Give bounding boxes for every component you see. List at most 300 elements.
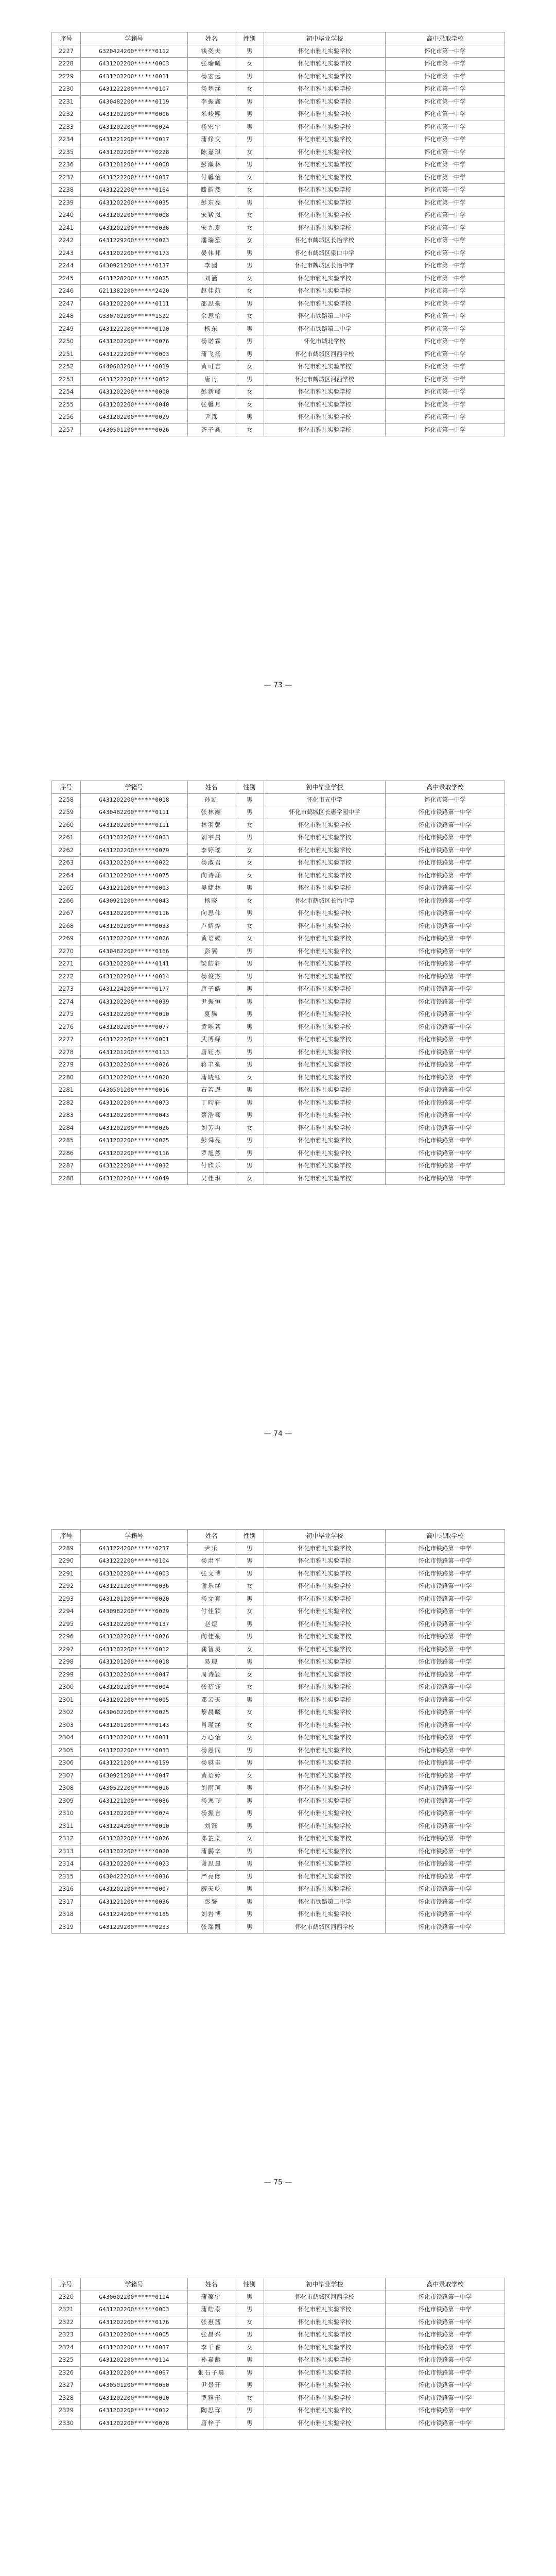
table-row bbox=[52, 184, 505, 197]
cell-name: 刘涵 bbox=[188, 272, 235, 285]
table-row bbox=[52, 1008, 505, 1021]
cell-exam-no: G431202200******0005 bbox=[81, 1693, 188, 1706]
cell-name: 刘芳冉 bbox=[188, 1122, 235, 1134]
cell-sex: 女 bbox=[235, 146, 264, 159]
cell-name: 肖瑾涵 bbox=[188, 1719, 235, 1732]
cell-middle-school: 怀化市雅礼实验学校 bbox=[264, 45, 386, 58]
cell-middle-school: 怀化市雅礼实验学校 bbox=[264, 882, 386, 895]
cell-seq: 2245 bbox=[52, 272, 81, 285]
cell-middle-school: 怀化市雅礼实验学校 bbox=[264, 1096, 386, 1109]
cell-sex: 男 bbox=[235, 1757, 264, 1770]
cell-exam-no: G431201200******0008 bbox=[81, 159, 188, 172]
cell-sex: 男 bbox=[235, 1109, 264, 1122]
cell-name: 孙凯 bbox=[188, 793, 235, 806]
cell-middle-school: 怀化市雅礼实验学校 bbox=[264, 1631, 386, 1643]
cell-name: 蒲葆宇 bbox=[188, 2291, 235, 2303]
cell-name: 张蓓钰 bbox=[188, 1681, 235, 1694]
cell-middle-school: 怀化市鹤城区河西学校 bbox=[264, 1921, 386, 1934]
cell-exam-no: G431202200******0003 bbox=[81, 58, 188, 71]
cell-high-school: 怀化市铁路第一中学 bbox=[386, 1008, 505, 1021]
cell-high-school: 怀化市铁路第一中学 bbox=[386, 1160, 505, 1173]
column-header-high-school: 高中录取学校 bbox=[386, 781, 505, 794]
cell-seq: 2248 bbox=[52, 310, 81, 323]
cell-high-school: 怀化市第一中学 bbox=[386, 209, 505, 222]
cell-high-school: 怀化市铁路第一中学 bbox=[386, 1580, 505, 1593]
cell-high-school: 怀化市第一中学 bbox=[386, 108, 505, 121]
table-row bbox=[52, 1147, 505, 1160]
table-row bbox=[52, 1782, 505, 1795]
table-row bbox=[52, 1883, 505, 1896]
cell-exam-no: G431202200******0116 bbox=[81, 907, 188, 920]
cell-middle-school: 怀化市雅礼实验学校 bbox=[264, 184, 386, 197]
cell-high-school: 怀化市铁路第一中学 bbox=[386, 933, 505, 945]
cell-sex: 女 bbox=[235, 310, 264, 323]
column-header-exam-no: 学籍号 bbox=[81, 32, 188, 45]
table-row bbox=[52, 1096, 505, 1109]
cell-sex: 男 bbox=[235, 1021, 264, 1033]
cell-middle-school: 怀化市雅礼实验学校 bbox=[264, 171, 386, 184]
cell-high-school: 怀化市铁路第一中学 bbox=[386, 1732, 505, 1744]
cell-name: 谢乐涵 bbox=[188, 1580, 235, 1593]
cell-sex: 女 bbox=[235, 171, 264, 184]
cell-seq: 2288 bbox=[52, 1172, 81, 1185]
table-row bbox=[52, 1542, 505, 1555]
cell-exam-no: G431202200******0020 bbox=[81, 1845, 188, 1858]
cell-name: 尹景开 bbox=[188, 2379, 235, 2392]
cell-seq: 2238 bbox=[52, 184, 81, 197]
cell-sex: 男 bbox=[235, 1656, 264, 1669]
cell-sex: 男 bbox=[235, 260, 264, 273]
table-row bbox=[52, 1719, 505, 1732]
cell-high-school: 怀化市第一中学 bbox=[386, 95, 505, 108]
cell-high-school: 怀化市铁路第一中学 bbox=[386, 945, 505, 958]
cell-sex: 女 bbox=[235, 1769, 264, 1782]
table-row bbox=[52, 933, 505, 945]
cell-exam-no: G431202200******0035 bbox=[81, 196, 188, 209]
cell-name: 张惠茜 bbox=[188, 2316, 235, 2329]
cell-name: 武博绎 bbox=[188, 1033, 235, 1046]
cell-middle-school: 怀化市雅礼实验学校 bbox=[264, 2341, 386, 2354]
cell-name: 宋九夏 bbox=[188, 222, 235, 234]
table-row bbox=[52, 1033, 505, 1046]
column-header-exam-no: 学籍号 bbox=[81, 1530, 188, 1543]
cell-name: 杨东 bbox=[188, 323, 235, 335]
cell-name: 万心怡 bbox=[188, 1732, 235, 1744]
cell-exam-no: G431202200******0024 bbox=[81, 121, 188, 133]
cell-middle-school: 怀化市雅礼实验学校 bbox=[264, 285, 386, 298]
table-row bbox=[52, 2341, 505, 2354]
column-header-high-school: 高中录取学校 bbox=[386, 2278, 505, 2291]
cell-exam-no: G431202200******0073 bbox=[81, 1096, 188, 1109]
cell-seq: 2329 bbox=[52, 2404, 81, 2417]
cell-seq: 2307 bbox=[52, 1769, 81, 1782]
cell-name: 蒲飞扬 bbox=[188, 348, 235, 361]
cell-middle-school: 怀化市雅礼实验学校 bbox=[264, 1732, 386, 1744]
cell-sex: 男 bbox=[235, 1096, 264, 1109]
cell-sex: 女 bbox=[235, 1668, 264, 1681]
cell-name: 黄语嫣 bbox=[188, 933, 235, 945]
cell-name: 严亮熙 bbox=[188, 1870, 235, 1883]
cell-exam-no: G431221200******0086 bbox=[81, 1794, 188, 1807]
cell-sex: 女 bbox=[235, 2341, 264, 2354]
cell-high-school: 怀化市第一中学 bbox=[386, 83, 505, 96]
cell-high-school: 怀化市铁路第一中学 bbox=[386, 1059, 505, 1072]
cell-sex: 女 bbox=[235, 1580, 264, 1593]
cell-high-school: 怀化市铁路第一中学 bbox=[386, 1605, 505, 1618]
table-row bbox=[52, 2316, 505, 2329]
cell-high-school: 怀化市铁路第一中学 bbox=[386, 1618, 505, 1631]
table-row bbox=[52, 806, 505, 819]
cell-seq: 2291 bbox=[52, 1567, 81, 1580]
cell-exam-no: G431222200******0003 bbox=[81, 348, 188, 361]
cell-name: 黎晨曦 bbox=[188, 1706, 235, 1719]
cell-sex: 男 bbox=[235, 1008, 264, 1021]
table-row bbox=[52, 335, 505, 348]
cell-sex: 男 bbox=[235, 70, 264, 83]
cell-seq: 2260 bbox=[52, 819, 81, 832]
cell-middle-school: 怀化市雅礼实验学校 bbox=[264, 1769, 386, 1782]
table-row bbox=[52, 1172, 505, 1185]
table-row bbox=[52, 1845, 505, 1858]
table-row bbox=[52, 1908, 505, 1921]
cell-seq: 2324 bbox=[52, 2341, 81, 2354]
cell-seq: 2287 bbox=[52, 1160, 81, 1173]
cell-seq: 2253 bbox=[52, 373, 81, 386]
table-header-row bbox=[52, 2278, 505, 2291]
cell-middle-school: 怀化市雅礼实验学校 bbox=[264, 196, 386, 209]
table-row bbox=[52, 108, 505, 121]
cell-sex: 女 bbox=[235, 869, 264, 882]
cell-high-school: 怀化市铁路第一中学 bbox=[386, 1681, 505, 1694]
admission-table bbox=[51, 2278, 505, 2430]
cell-exam-no: G431201200******0018 bbox=[81, 1656, 188, 1669]
cell-name: 尹振恒 bbox=[188, 995, 235, 1008]
cell-exam-no: G430501200******0016 bbox=[81, 1084, 188, 1097]
cell-seq: 2264 bbox=[52, 869, 81, 882]
cell-middle-school: 怀化市雅礼实验学校 bbox=[264, 844, 386, 857]
table-row bbox=[52, 1071, 505, 1084]
cell-sex: 男 bbox=[235, 133, 264, 146]
cell-name: 张瑞曦 bbox=[188, 58, 235, 71]
cell-middle-school: 怀化市鹤城区长怡学校 bbox=[264, 234, 386, 247]
cell-sex: 男 bbox=[235, 196, 264, 209]
cell-name: 廖天屹 bbox=[188, 1883, 235, 1896]
cell-exam-no: G431221200******0036 bbox=[81, 1580, 188, 1593]
cell-exam-no: G330702200******1522 bbox=[81, 310, 188, 323]
table-row bbox=[52, 348, 505, 361]
table-row bbox=[52, 1757, 505, 1770]
cell-exam-no: G431202200******0078 bbox=[81, 2417, 188, 2430]
cell-name: 唐钰杰 bbox=[188, 1046, 235, 1059]
cell-middle-school: 怀化市鹤城区长怡中学 bbox=[264, 894, 386, 907]
cell-exam-no: G430422200******0036 bbox=[81, 1870, 188, 1883]
cell-exam-no: G431202200******0011 bbox=[81, 70, 188, 83]
cell-seq: 2261 bbox=[52, 832, 81, 844]
table-row bbox=[52, 1643, 505, 1656]
cell-exam-no: G431202200******0007 bbox=[81, 1883, 188, 1896]
cell-high-school: 怀化市第一中学 bbox=[386, 58, 505, 71]
cell-seq: 2258 bbox=[52, 793, 81, 806]
cell-high-school: 怀化市铁路第一中学 bbox=[386, 1895, 505, 1908]
cell-name: 刘雨珂 bbox=[188, 1782, 235, 1795]
cell-sex: 男 bbox=[235, 1160, 264, 1173]
cell-name: 杨宏远 bbox=[188, 70, 235, 83]
cell-name: 彭新峰 bbox=[188, 386, 235, 399]
cell-middle-school: 怀化市雅礼实验学校 bbox=[264, 1757, 386, 1770]
cell-name: 蒲晓钰 bbox=[188, 1071, 235, 1084]
table-row bbox=[52, 272, 505, 285]
cell-sex: 女 bbox=[235, 1706, 264, 1719]
cell-high-school: 怀化市铁路第一中学 bbox=[386, 920, 505, 933]
table-row bbox=[52, 832, 505, 844]
cell-middle-school: 怀化市雅礼实验学校 bbox=[264, 1833, 386, 1845]
cell-high-school: 怀化市第一中学 bbox=[386, 323, 505, 335]
cell-middle-school: 怀化市雅礼实验学校 bbox=[264, 1908, 386, 1921]
table-row bbox=[52, 1794, 505, 1807]
cell-middle-school: 怀化市雅礼实验学校 bbox=[264, 146, 386, 159]
cell-name: 张石子晨 bbox=[188, 2366, 235, 2379]
table-row bbox=[52, 1021, 505, 1033]
cell-middle-school: 怀化市铁路第二中学 bbox=[264, 310, 386, 323]
cell-middle-school: 怀化市鹤城区河西学校 bbox=[264, 2291, 386, 2303]
cell-seq: 2236 bbox=[52, 159, 81, 172]
cell-sex: 男 bbox=[235, 1807, 264, 1820]
table-row bbox=[52, 857, 505, 870]
cell-seq: 2295 bbox=[52, 1618, 81, 1631]
cell-name: 杨诺霖 bbox=[188, 335, 235, 348]
cell-seq: 2286 bbox=[52, 1147, 81, 1160]
cell-exam-no: G431202200******0047 bbox=[81, 1668, 188, 1681]
cell-high-school: 怀化市第一中学 bbox=[386, 423, 505, 436]
cell-sex: 男 bbox=[235, 348, 264, 361]
cell-seq: 2310 bbox=[52, 1807, 81, 1820]
cell-middle-school: 怀化市雅礼实验学校 bbox=[264, 1008, 386, 1021]
cell-high-school: 怀化市铁路第一中学 bbox=[386, 1172, 505, 1185]
cell-seq: 2316 bbox=[52, 1883, 81, 1896]
cell-sex: 男 bbox=[235, 1870, 264, 1883]
cell-seq: 2273 bbox=[52, 983, 81, 996]
table-row bbox=[52, 2417, 505, 2430]
cell-exam-no: G431202200******0003 bbox=[81, 1567, 188, 1580]
cell-name: 彭东亮 bbox=[188, 196, 235, 209]
cell-seq: 2229 bbox=[52, 70, 81, 83]
cell-exam-no: G431202200******0049 bbox=[81, 1172, 188, 1185]
cell-middle-school: 怀化市雅礼实验学校 bbox=[264, 1870, 386, 1883]
cell-name: 谢思晨 bbox=[188, 1858, 235, 1871]
cell-seq: 2254 bbox=[52, 386, 81, 399]
cell-middle-school: 怀化市铁路第二中学 bbox=[264, 323, 386, 335]
table-row bbox=[52, 1580, 505, 1593]
cell-high-school: 怀化市铁路第一中学 bbox=[386, 1833, 505, 1845]
cell-name: 罗雅彤 bbox=[188, 2392, 235, 2404]
cell-exam-no: G431202200******0111 bbox=[81, 819, 188, 832]
page-number: — 74 — bbox=[264, 1430, 292, 1438]
cell-seq: 2284 bbox=[52, 1122, 81, 1134]
cell-middle-school: 怀化市雅礼实验学校 bbox=[264, 920, 386, 933]
cell-sex: 男 bbox=[235, 958, 264, 971]
cell-middle-school: 怀化市雅礼实验学校 bbox=[264, 1071, 386, 1084]
cell-sex: 女 bbox=[235, 844, 264, 857]
cell-exam-no: G431202200******0076 bbox=[81, 335, 188, 348]
cell-name: 向佳豪 bbox=[188, 1631, 235, 1643]
cell-sex: 女 bbox=[235, 1643, 264, 1656]
cell-sex: 男 bbox=[235, 1084, 264, 1097]
cell-exam-no: G431202200******0006 bbox=[81, 108, 188, 121]
table-row bbox=[52, 146, 505, 159]
cell-sex: 男 bbox=[235, 45, 264, 58]
cell-middle-school: 怀化市铁路第二中学 bbox=[264, 1895, 386, 1908]
cell-high-school: 怀化市铁路第一中学 bbox=[386, 1542, 505, 1555]
column-header-seq: 序号 bbox=[52, 781, 81, 794]
cell-sex: 男 bbox=[235, 335, 264, 348]
cell-name: 易瑰 bbox=[188, 1656, 235, 1669]
cell-middle-school: 怀化市鹤城区长怡中学 bbox=[264, 260, 386, 273]
column-header-sex: 性别 bbox=[235, 32, 264, 45]
document-page bbox=[0, 749, 556, 1497]
cell-seq: 2328 bbox=[52, 2392, 81, 2404]
cell-middle-school: 怀化市雅礼实验学校 bbox=[264, 121, 386, 133]
table-row bbox=[52, 819, 505, 832]
cell-name: 丁昀轩 bbox=[188, 1096, 235, 1109]
table-row bbox=[52, 1109, 505, 1122]
table-row bbox=[52, 2379, 505, 2392]
cell-seq: 2274 bbox=[52, 995, 81, 1008]
cell-name: 黄语婷 bbox=[188, 1769, 235, 1782]
cell-seq: 2290 bbox=[52, 1555, 81, 1568]
cell-sex: 男 bbox=[235, 983, 264, 996]
cell-seq: 2301 bbox=[52, 1693, 81, 1706]
cell-exam-no: G431202200******0031 bbox=[81, 1732, 188, 1744]
cell-sex: 男 bbox=[235, 2291, 264, 2303]
table-row bbox=[52, 58, 505, 71]
cell-name: 向思伟 bbox=[188, 907, 235, 920]
page-number: — 73 — bbox=[264, 681, 292, 689]
cell-exam-no: G431202200******0023 bbox=[81, 1858, 188, 1871]
cell-name: 刘宇晨 bbox=[188, 832, 235, 844]
table-row bbox=[52, 159, 505, 172]
cell-exam-no: G431202200******0111 bbox=[81, 297, 188, 310]
cell-name: 蔡浩骞 bbox=[188, 1109, 235, 1122]
cell-name: 邓芷柔 bbox=[188, 1833, 235, 1845]
cell-sex: 女 bbox=[235, 1122, 264, 1134]
cell-middle-school: 怀化市雅礼实验学校 bbox=[264, 857, 386, 870]
cell-high-school: 怀化市铁路第一中学 bbox=[386, 1122, 505, 1134]
cell-high-school: 怀化市铁路第一中学 bbox=[386, 2366, 505, 2379]
cell-high-school: 怀化市铁路第一中学 bbox=[386, 1870, 505, 1883]
cell-seq: 2300 bbox=[52, 1681, 81, 1694]
cell-exam-no: G430522200******0016 bbox=[81, 1782, 188, 1795]
cell-seq: 2246 bbox=[52, 285, 81, 298]
cell-middle-school: 怀化市雅礼实验学校 bbox=[264, 970, 386, 983]
table-row bbox=[52, 411, 505, 424]
cell-exam-no: G431202200******0003 bbox=[81, 2303, 188, 2316]
cell-name: 罗旭然 bbox=[188, 1147, 235, 1160]
cell-high-school: 怀化市铁路第一中学 bbox=[386, 1858, 505, 1871]
cell-sex: 男 bbox=[235, 882, 264, 895]
cell-high-school: 怀化市铁路第一中学 bbox=[386, 1555, 505, 1568]
cell-sex: 男 bbox=[235, 1059, 264, 1072]
cell-middle-school: 怀化市雅礼实验学校 bbox=[264, 83, 386, 96]
cell-seq: 2299 bbox=[52, 1668, 81, 1681]
cell-name: 张林瀚 bbox=[188, 806, 235, 819]
cell-seq: 2327 bbox=[52, 2379, 81, 2392]
cell-high-school: 怀化市第一中学 bbox=[386, 398, 505, 411]
cell-name: 杨文真 bbox=[188, 1592, 235, 1605]
cell-exam-no: G431201200******0020 bbox=[81, 1592, 188, 1605]
cell-name: 杨宏宇 bbox=[188, 121, 235, 133]
cell-sex: 男 bbox=[235, 95, 264, 108]
cell-seq: 2306 bbox=[52, 1757, 81, 1770]
cell-exam-no: G430501200******0050 bbox=[81, 2379, 188, 2392]
cell-middle-school: 怀化市雅礼实验学校 bbox=[264, 2379, 386, 2392]
cell-middle-school: 怀化市雅礼实验学校 bbox=[264, 1059, 386, 1072]
cell-sex: 女 bbox=[235, 1172, 264, 1185]
cell-exam-no: G431222200******0052 bbox=[81, 373, 188, 386]
cell-exam-no: G431224200******0177 bbox=[81, 983, 188, 996]
table-row bbox=[52, 995, 505, 1008]
cell-exam-no: G431228200******0025 bbox=[81, 272, 188, 285]
cell-sex: 男 bbox=[235, 1693, 264, 1706]
cell-name: 蒲鹏辛 bbox=[188, 1845, 235, 1858]
cell-name: 卢婧烨 bbox=[188, 920, 235, 933]
cell-seq: 2276 bbox=[52, 1021, 81, 1033]
cell-seq: 2271 bbox=[52, 958, 81, 971]
table-row bbox=[52, 945, 505, 958]
cell-high-school: 怀化市铁路第一中学 bbox=[386, 1921, 505, 1934]
cell-sex: 男 bbox=[235, 1895, 264, 1908]
cell-middle-school: 怀化市雅礼实验学校 bbox=[264, 1845, 386, 1858]
cell-seq: 2256 bbox=[52, 411, 81, 424]
admission-table bbox=[51, 781, 505, 1185]
table-row bbox=[52, 1681, 505, 1694]
table-row bbox=[52, 844, 505, 857]
cell-sex: 男 bbox=[235, 323, 264, 335]
cell-seq: 2313 bbox=[52, 1845, 81, 1858]
cell-seq: 2255 bbox=[52, 398, 81, 411]
cell-seq: 2265 bbox=[52, 882, 81, 895]
cell-sex: 女 bbox=[235, 184, 264, 197]
column-header-sex: 性别 bbox=[235, 781, 264, 794]
cell-seq: 2242 bbox=[52, 234, 81, 247]
cell-exam-no: G430602200******0114 bbox=[81, 2291, 188, 2303]
table-row bbox=[52, 361, 505, 374]
cell-middle-school: 怀化市雅礼实验学校 bbox=[264, 1592, 386, 1605]
table-row bbox=[52, 894, 505, 907]
cell-name: 杨肃平 bbox=[188, 1555, 235, 1568]
table-row bbox=[52, 423, 505, 436]
cell-middle-school: 怀化市五中学 bbox=[264, 793, 386, 806]
table-header-row bbox=[52, 781, 505, 794]
cell-middle-school: 怀化市雅礼实验学校 bbox=[264, 1147, 386, 1160]
cell-name: 蒲皓泰 bbox=[188, 2303, 235, 2316]
cell-middle-school: 怀化市雅礼实验学校 bbox=[264, 1643, 386, 1656]
table-row bbox=[52, 920, 505, 933]
cell-high-school: 怀化市第一中学 bbox=[386, 184, 505, 197]
cell-seq: 2289 bbox=[52, 1542, 81, 1555]
cell-exam-no: G431221200******0003 bbox=[81, 882, 188, 895]
cell-exam-no: G431202200******0228 bbox=[81, 146, 188, 159]
cell-exam-no: G431202200******0026 bbox=[81, 1122, 188, 1134]
cell-exam-no: G431202200******0040 bbox=[81, 398, 188, 411]
cell-exam-no: G431202200******0026 bbox=[81, 1059, 188, 1072]
cell-exam-no: G431202200******0014 bbox=[81, 970, 188, 983]
cell-seq: 2320 bbox=[52, 2291, 81, 2303]
cell-sex: 男 bbox=[235, 1845, 264, 1858]
cell-exam-no: G431222200******0032 bbox=[81, 1160, 188, 1173]
cell-high-school: 怀化市铁路第一中学 bbox=[386, 2392, 505, 2404]
document-page bbox=[0, 0, 556, 749]
cell-exam-no: G431224200******0010 bbox=[81, 1820, 188, 1833]
